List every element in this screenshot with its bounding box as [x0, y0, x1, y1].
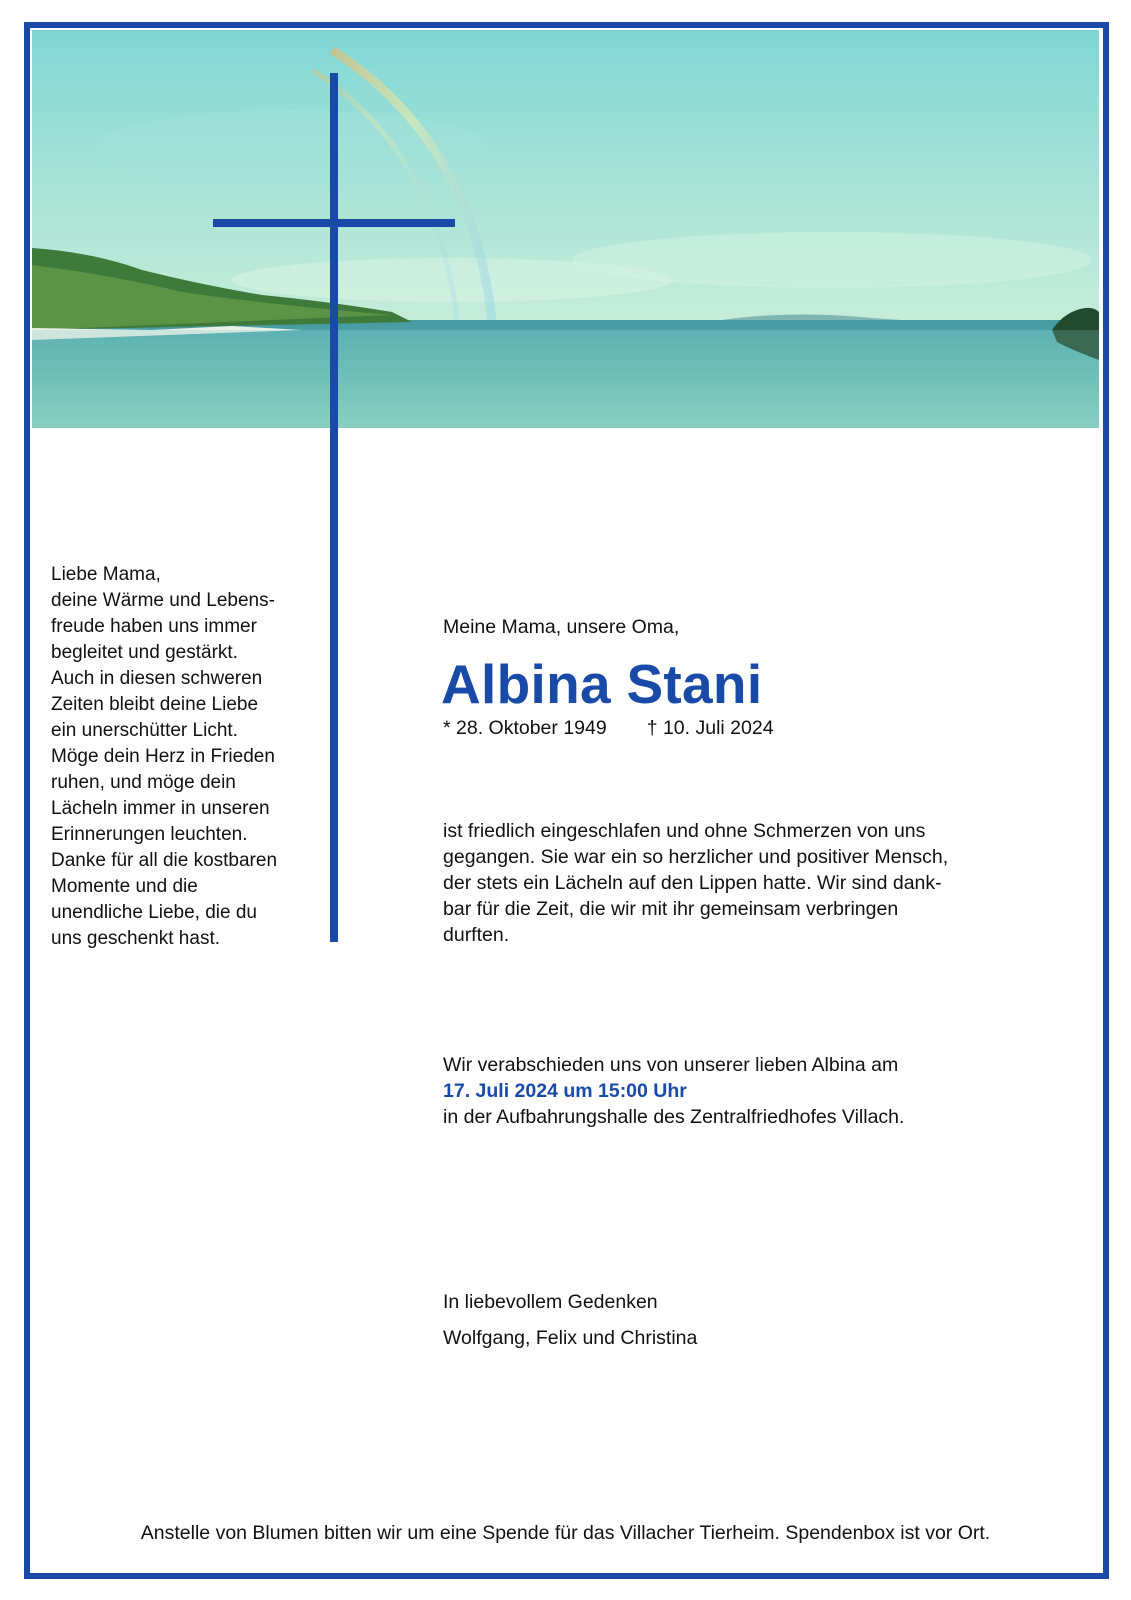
- donation-note: Anstelle von Blumen bitten wir um eine Spende für das Villacher Tierheim. Spendenbox ist vor Ort.: [140, 1522, 991, 1544]
- farewell-location: in der Aufbahrungshalle des Zentralfriedhofes Villach.: [443, 1106, 905, 1128]
- cross-vertical-bar: [330, 73, 338, 942]
- poem-line: Lächeln immer in unseren: [51, 798, 270, 819]
- header-photo-sea-rainbow: [32, 30, 1099, 428]
- poem-line: Danke für all die kostbaren: [51, 850, 278, 871]
- notice-body: [443, 818, 1003, 948]
- poem-line: deine Wärme und Lebens-: [51, 590, 275, 611]
- body-line: gegangen. Sie war ein so herzlicher und positiver Mensch,: [443, 846, 949, 868]
- deceased-name: Albina Stani: [441, 653, 763, 715]
- poem-line: ein unerschütter Licht.: [51, 720, 238, 741]
- closing: [443, 1284, 697, 1356]
- death-date: † 10. Juli 2024: [646, 717, 774, 739]
- farewell-datetime: 17. Juli 2024 um 15:00 Uhr: [443, 1080, 687, 1102]
- poem-line: Auch in diesen schweren: [51, 668, 263, 689]
- poem-line: unendliche Liebe, die du: [51, 902, 258, 923]
- poem-line: ruhen, und möge dein: [51, 772, 236, 793]
- poem-line: uns geschenkt hast.: [51, 928, 220, 949]
- birth-date: * 28. Oktober 1949: [443, 717, 607, 739]
- body-line: bar für die Zeit, die wir mit ihr gemeinsam verbringen: [443, 898, 899, 920]
- poem-line: Liebe Mama,: [51, 564, 161, 585]
- body-line: der stets ein Lächeln auf den Lippen hatte. Wir sind dank-: [443, 872, 942, 894]
- poem-line: Erinnerungen leuchten.: [51, 824, 248, 845]
- farewell-details: [443, 1052, 904, 1130]
- intro-text: Meine Mama, unsere Oma,: [443, 616, 680, 638]
- poem-line: Zeiten bleibt deine Liebe: [51, 694, 259, 715]
- life-dates: [443, 717, 774, 740]
- body-line: ist friedlich eingeschlafen und ohne Schmerzen von uns: [443, 820, 926, 842]
- poem-line: begleitet und gestärkt.: [51, 642, 238, 663]
- seascape-image: [32, 30, 1099, 428]
- closing-line: In liebevollem Gedenken: [443, 1291, 658, 1313]
- poem-line: Momente und die: [51, 876, 198, 897]
- farewell-line: Wir verabschieden uns von unserer lieben Albina am: [443, 1054, 899, 1076]
- poem: [51, 562, 316, 952]
- cross-horizontal-bar: [213, 219, 455, 227]
- poem-line: freude haben uns immer: [51, 616, 257, 637]
- signatories: Wolfgang, Felix und Christina: [443, 1327, 698, 1349]
- poem-line: Möge dein Herz in Frieden: [51, 746, 275, 767]
- body-line: durften.: [443, 924, 510, 946]
